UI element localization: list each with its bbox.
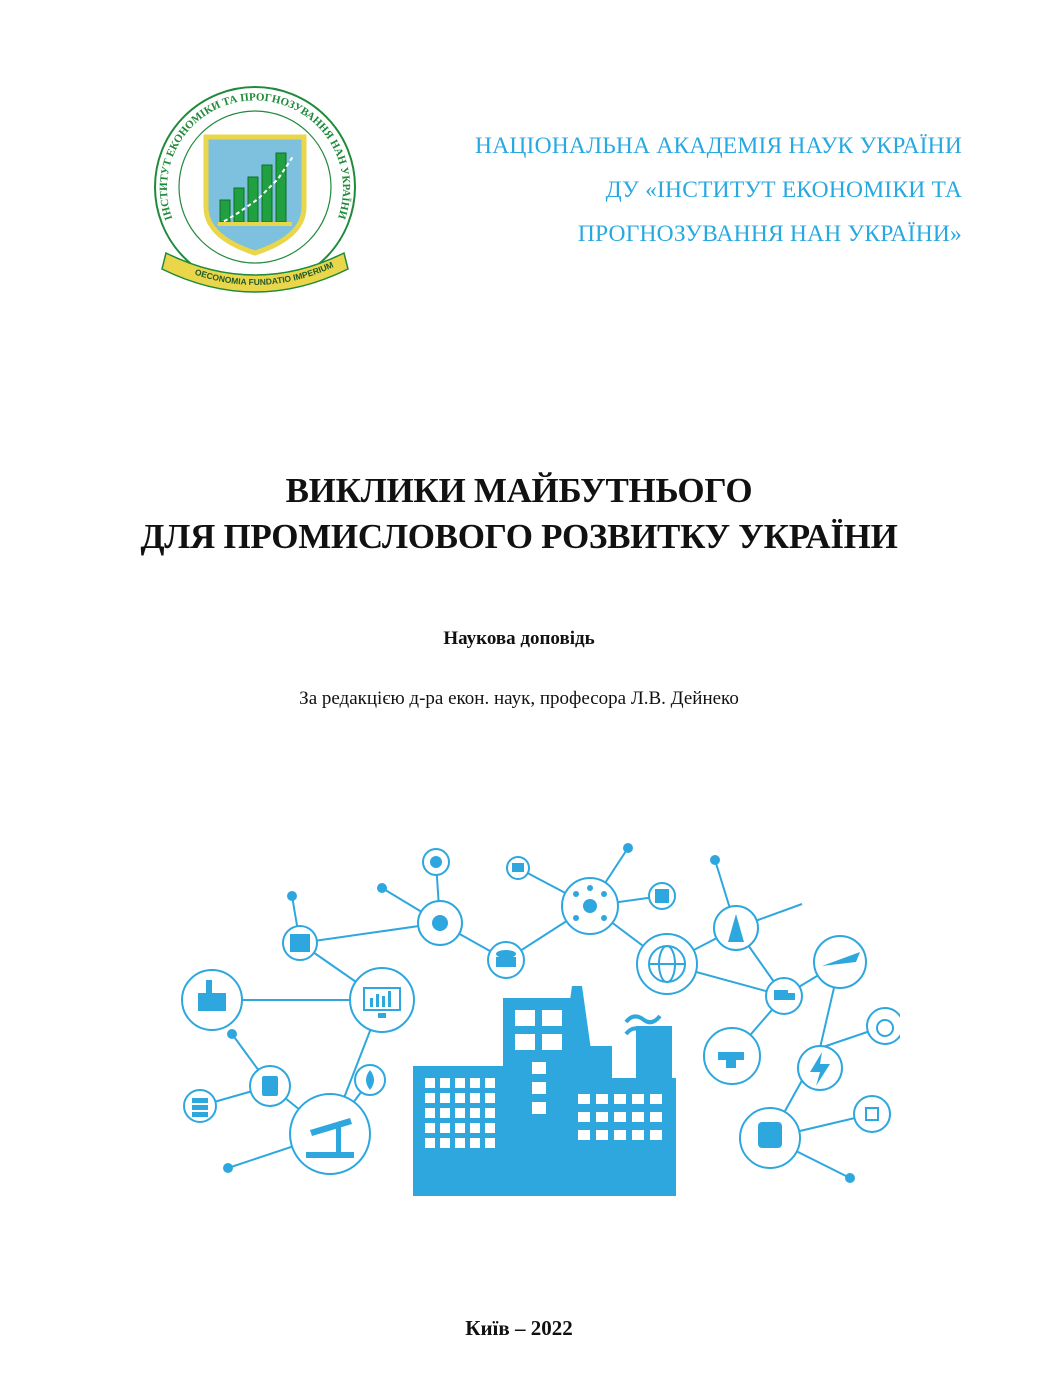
oil-pump-icon (290, 1094, 370, 1174)
document-title (0, 468, 1038, 560)
wrench-screwdriver-icon (854, 1096, 890, 1132)
org-line-1: НАЦІОНАЛЬНА АКАДЕМІЯ НАУК УКРАЇНИ (475, 133, 962, 159)
stopwatch-icon (867, 1008, 900, 1044)
org-line-3: ПРОГНОЗУВАННЯ НАН УКРАЇНИ» (577, 221, 962, 247)
title-line-2: ДЛЯ ПРОМИСЛОВОГО РОЗВИТКУ УКРАЇНИ (140, 517, 898, 556)
organization-header (475, 124, 962, 256)
editor-credit: За редакцією д-ра екон. наук, професора Л.В. Дейнеко (299, 688, 739, 709)
document-type: Наукова доповідь (443, 628, 595, 649)
industry-network-illustration (170, 838, 900, 1198)
emblem-ribbon-text: OECONOMIA FUNDATIO IMPERIUM (193, 259, 335, 288)
emblem-ring-text: ІНСТИТУТ ЕКОНОМІКИ ТА ПРОГНОЗУВАННЯ НАН УКРАЇНИ (157, 91, 353, 222)
institute-emblem (138, 75, 373, 305)
place-and-year: Київ – 2022 (465, 1316, 573, 1340)
org-line-2: ДУ «ІНСТИТУТ ЕКОНОМІКИ ТА (605, 177, 962, 203)
title-line-1: ВИКЛИКИ МАЙБУТНЬОГО (285, 471, 753, 510)
